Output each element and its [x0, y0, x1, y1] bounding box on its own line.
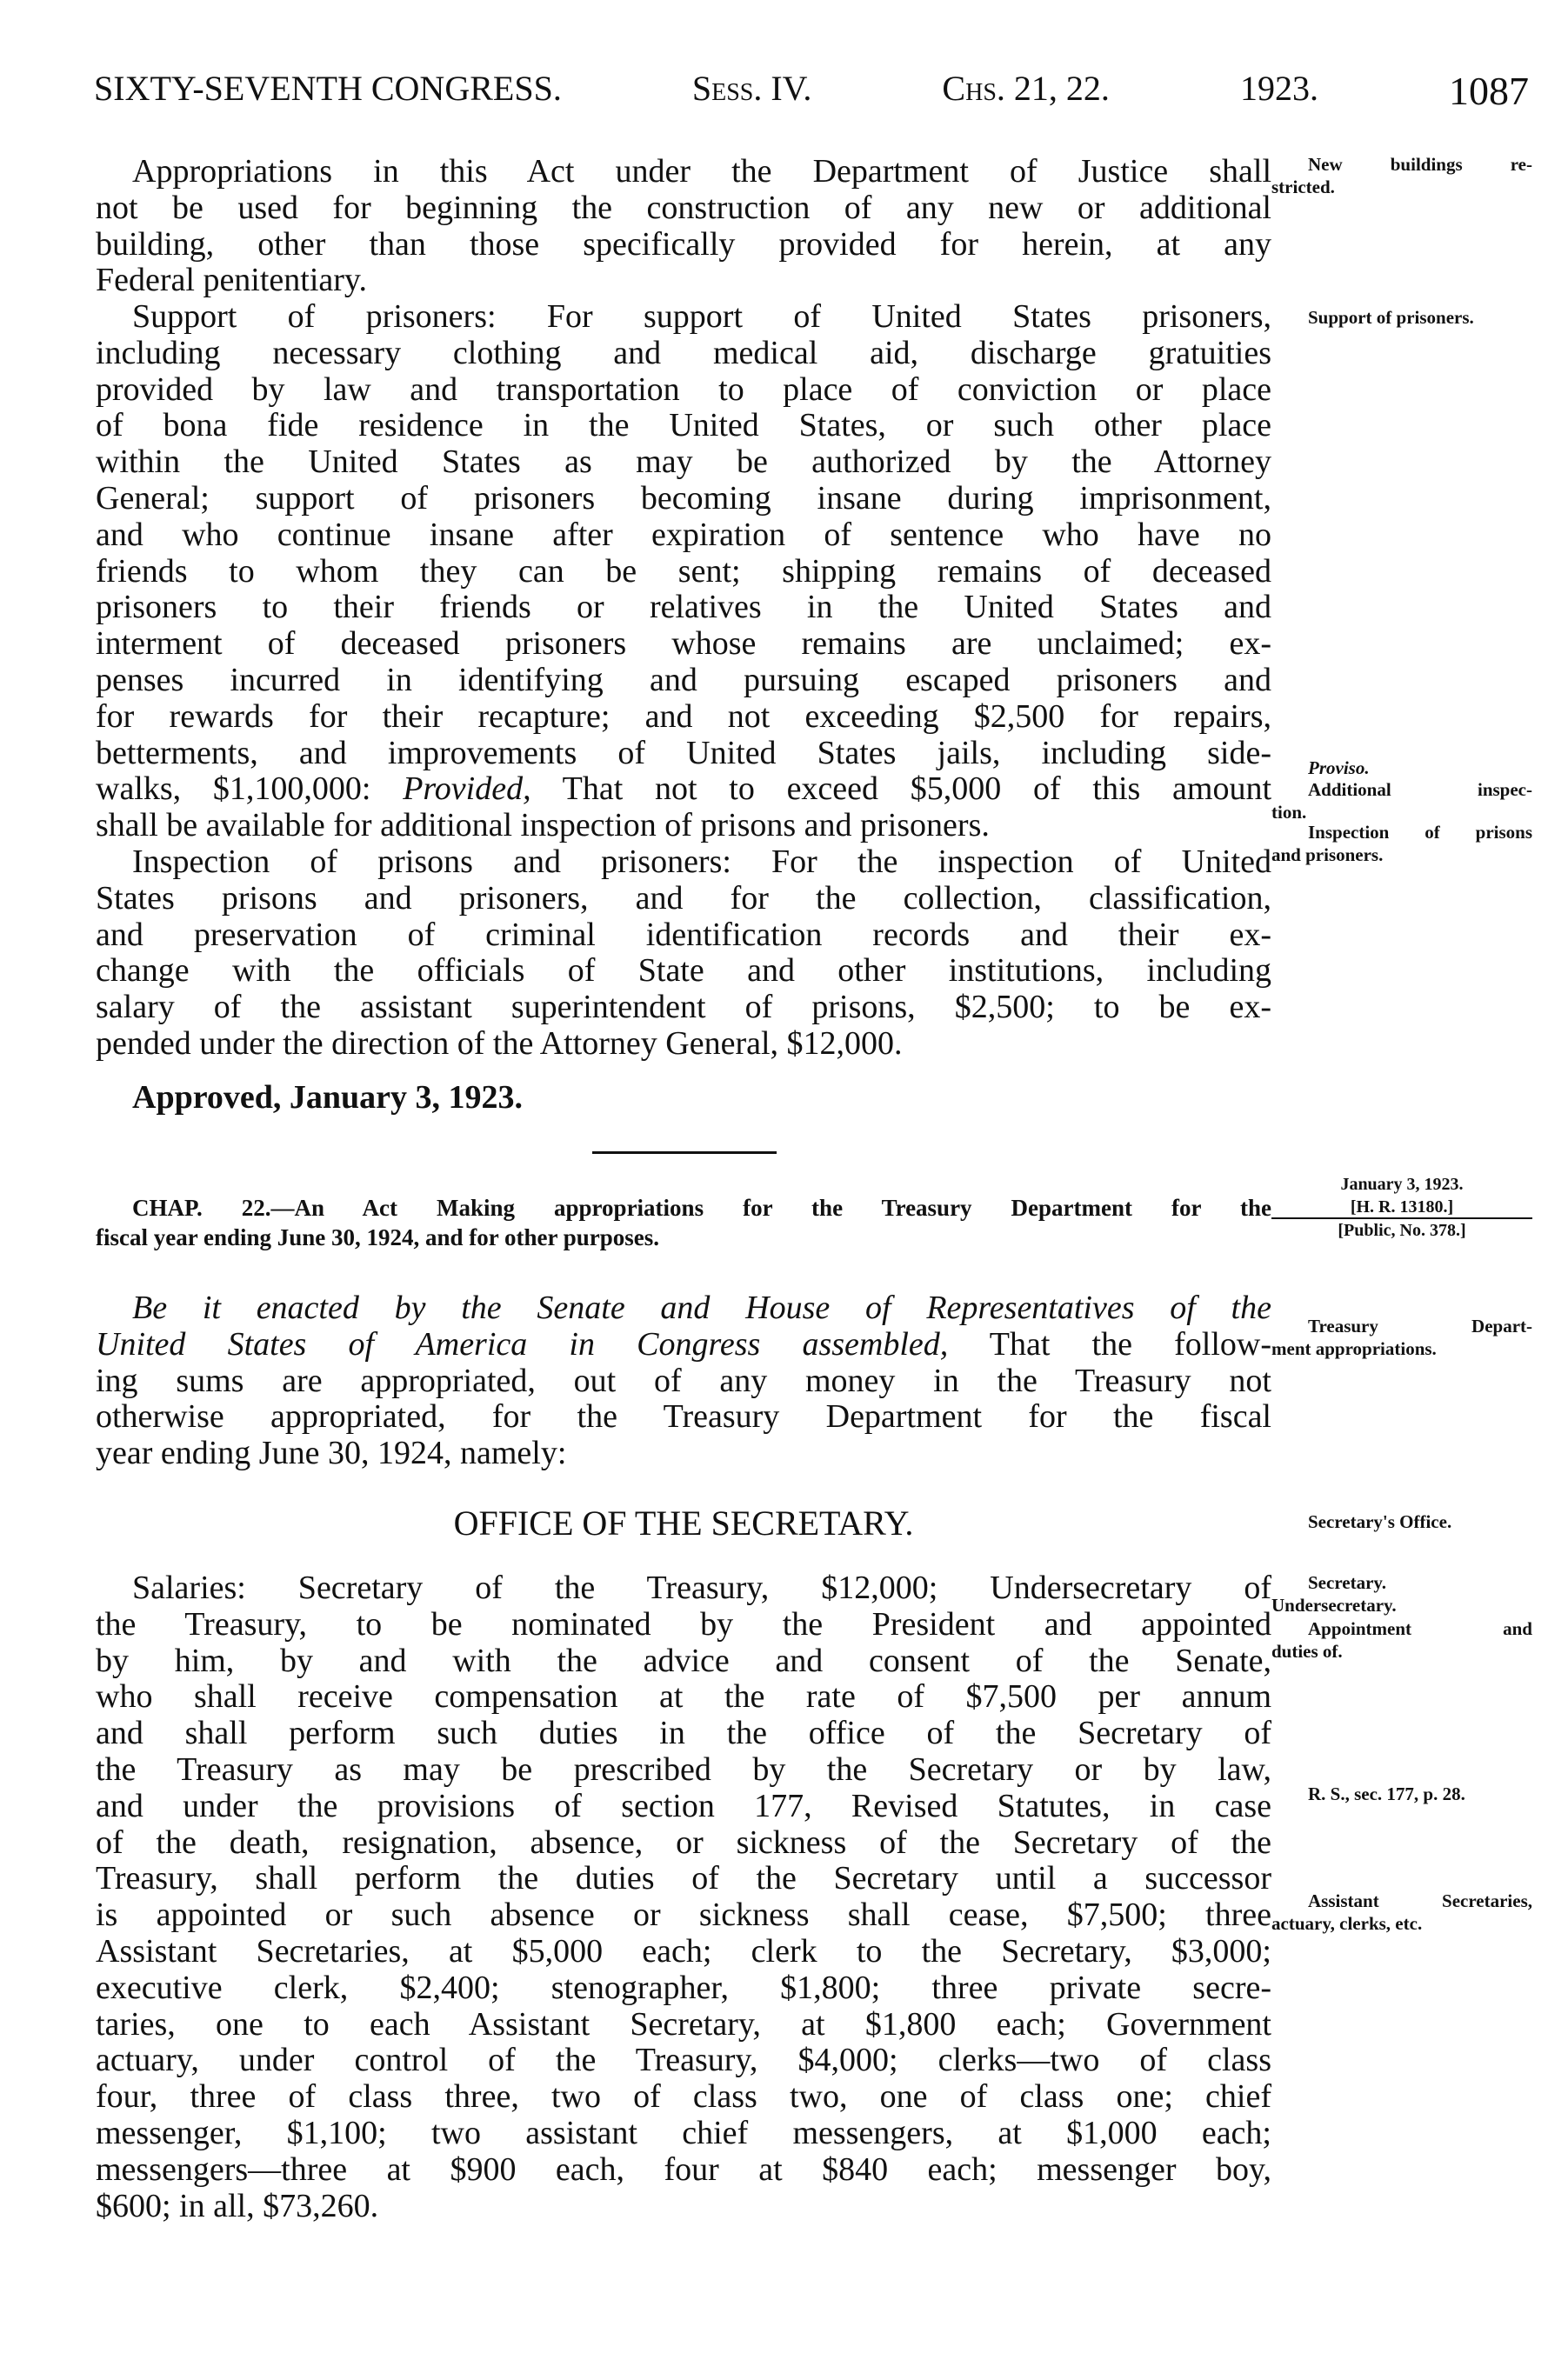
margin-note-inspection [1271, 821, 1532, 866]
margin-note-treasury [1271, 1315, 1532, 1360]
text-line: for rewards for their recapture; and not exceeding $2,500 for repairs, [96, 697, 1271, 735]
text-line: and who continue insane after expiration of sentence who have no [96, 516, 1271, 553]
text-line: ing sums are appropriated, out of any money in the Treasury not [96, 1362, 1271, 1399]
text-line: Assistant Secretaries, [1308, 1890, 1532, 1911]
text-line: and shall perform such duties in the office of the Secretary of [96, 1715, 1271, 1752]
text-line: and under the provisions of section 177, Revised Statutes, in case [96, 1787, 1271, 1824]
section-heading: OFFICE OF THE SECRETARY. [453, 1503, 914, 1543]
text-line: executive clerk, $2,400; stenographer, $1,800; three private secre- [96, 1969, 1271, 2006]
text-line: Support of prisoners: For support of United States prisoners, [132, 298, 1271, 335]
text-line: by him, by and with the advice and consent of the Senate, [96, 1642, 1271, 1679]
text-line: States prisons and prisoners, and for the collection, classification, [96, 879, 1271, 917]
text-line: CHAP. 22.—An Act Making appropriations for the Treasury Department for the [132, 1195, 1271, 1221]
text-line: actuary, under control of the Treasury, $4,000; clerks—two of class [96, 2042, 1271, 2079]
header-congress: SIXTY-SEVENTH CONGRESS. [94, 69, 562, 108]
margin-note-revised-statutes [1271, 1783, 1532, 1805]
text-line: Support of prisoners. [1308, 307, 1474, 328]
margin-note-additional-inspection [1271, 778, 1532, 823]
paragraph-support-of-prisoners [96, 299, 1271, 844]
text-line: tion. [1271, 802, 1307, 823]
text-line: not be used for beginning the construction of any new or additional [96, 189, 1271, 226]
bill-number: [H. R. 13180.] [1350, 1197, 1454, 1217]
note-rule [1271, 1217, 1532, 1219]
text-line: messenger, $1,100; two assistant chief messengers, at $1,000 each; [96, 2114, 1271, 2151]
text-line: interment of deceased prisoners whose remains are unclaimed; ex- [96, 625, 1271, 663]
text-line: New buildings re- [1308, 154, 1532, 175]
text-line: Assistant Secretaries, at $5,000 each; clerk to the Secretary, $3,000; [96, 1932, 1271, 1970]
text-line: within the United States as may be authorized by the Attorney [96, 443, 1271, 481]
text-line: ment appropriations. [1271, 1338, 1437, 1359]
text-line [96, 771, 1271, 808]
text-line: otherwise appropriated, for the Treasury Department for the fiscal [96, 1398, 1271, 1436]
text-segment: walks, $1,100,000: [96, 770, 404, 808]
text-line: messengers—three at $900 each, four at $840 each; messenger boy, [96, 2150, 1271, 2188]
text-line: friends to whom they can be sent; shipping remains of deceased [96, 552, 1271, 590]
text-line: Proviso. [1308, 757, 1370, 778]
margin-note-new-buildings [1271, 153, 1532, 198]
text-line: who shall receive compensation at the rate of $7,500 per annum [96, 1678, 1271, 1716]
text-line: Inspection of prisons and prisoners: For the inspection of United [132, 843, 1271, 880]
text-line: four, three of class three, two of class two, one of class one; chief [96, 2078, 1271, 2116]
text-line: Inspection of prisons [1308, 822, 1532, 843]
approval-date: Approved, January 3, 1923. [132, 1079, 524, 1116]
header-session: Sess. IV. [691, 69, 812, 108]
text-line: building, other than those specifically provided for herein, at any [96, 225, 1271, 263]
text-line: pended under the direction of the Attorney General, $12,000. [96, 1024, 903, 1062]
text-line: Treasury, shall perform the duties of the Secretary until a successor [96, 1860, 1271, 1897]
header-chapters: Chs. 21, 22. [942, 69, 1110, 108]
text-line: stricted. [1271, 177, 1335, 197]
italic-text: Provided, [403, 770, 531, 808]
text-line: Federal penitentiary. [96, 262, 367, 299]
header-year: 1923. [1239, 69, 1318, 108]
text-line: provided by law and transportation to place of conviction or place [96, 370, 1271, 408]
text-line: R. S., sec. 177, p. 28. [1308, 1783, 1465, 1804]
text-line: is appointed or such absence or sickness shall cease, $7,500; three [96, 1897, 1271, 1934]
margin-note-assistant-secretaries [1271, 1890, 1532, 1935]
text-line: of the death, resignation, absence, or sickness of the Secretary of the [96, 1823, 1271, 1861]
margin-note-secretary-office [1271, 1510, 1532, 1533]
public-law-number: [Public, No. 378.] [1338, 1221, 1466, 1240]
paragraph-salaries [96, 1570, 1271, 2224]
text-line: duties of. [1271, 1641, 1343, 1662]
text-line: salary of the assistant superintendent of prisons, $2,500; to be ex- [96, 989, 1271, 1026]
page-number: 1087 [1448, 69, 1529, 113]
text-line: change with the officials of State and other institutions, including [96, 952, 1271, 990]
text-line: prisoners to their friends or relatives in the United States and [96, 589, 1271, 626]
enacting-clause [96, 1290, 1271, 1472]
text-line [96, 1290, 1271, 1327]
margin-note-support [1271, 306, 1532, 329]
running-header [94, 68, 1529, 114]
margin-note-appointment [1271, 1617, 1532, 1663]
text-line: Appropriations in this Act under the Department of Justice shall [132, 153, 1271, 190]
text-line: $600; in all, $73,260. [96, 2187, 379, 2224]
text-line: shall be available for additional inspection of prisons and prisoners. [96, 807, 990, 844]
text-line: Appointment and [1308, 1618, 1532, 1639]
text-line: including necessary clothing and medical aid, discharge gratuities [96, 334, 1271, 371]
section-divider [592, 1151, 777, 1154]
paragraph-new-buildings [96, 154, 1271, 299]
text-line: actuary, clerks, etc. [1271, 1913, 1423, 1934]
margin-note-secretary [1271, 1572, 1532, 1617]
text-line: Additional inspec- [1308, 779, 1532, 800]
text-segment: That not to exceed $5,000 of this amount [530, 770, 1271, 808]
text-line: of bona fide residence in the United States, or such other place [96, 407, 1271, 444]
text-line: penses incurred in identifying and pursuing escaped prisoners and [96, 661, 1271, 698]
text-line [96, 1327, 1271, 1363]
italic-text: Be it enacted by the Senate and House of Representatives of the [132, 1290, 1271, 1326]
text-line: and prisoners. [1271, 844, 1384, 865]
text-line: General; support of prisoners becoming insane during imprisonment, [96, 479, 1271, 517]
text-line: Secretary's Office. [1308, 1511, 1452, 1532]
text-line: and preservation of criminal identification records and their ex- [96, 916, 1271, 953]
text-line: fiscal year ending June 30, 1924, and for other purposes. [96, 1224, 660, 1250]
text-line: taries, one to each Assistant Secretary, at $1,800 each; Government [96, 2005, 1271, 2043]
chapter-22-title [96, 1193, 1271, 1252]
text-line: Secretary. [1308, 1572, 1386, 1593]
text-segment: That the follow- [948, 1325, 1271, 1363]
text-line: year ending June 30, 1924, namely: [96, 1435, 567, 1472]
text-line: the Treasury as may be prescribed by the Secretary or by law, [96, 1750, 1271, 1788]
margin-note-act-info [1271, 1174, 1532, 1243]
text-line: Undersecretary. [1271, 1595, 1397, 1616]
text-line: Treasury Depart- [1308, 1316, 1532, 1337]
italic-text: United States of America in Congress assembled, [96, 1325, 949, 1363]
text-line: betterments, and improvements of United States jails, including side- [96, 734, 1271, 771]
act-date: January 3, 1923. [1340, 1175, 1464, 1194]
text-line: the Treasury, to be nominated by the President and appointed [96, 1605, 1271, 1643]
text-line: Salaries: Secretary of the Treasury, $12,000; Undersecretary of [132, 1570, 1271, 1606]
paragraph-inspection-of-prisons [96, 844, 1271, 1063]
margin-note-proviso [1271, 757, 1532, 779]
